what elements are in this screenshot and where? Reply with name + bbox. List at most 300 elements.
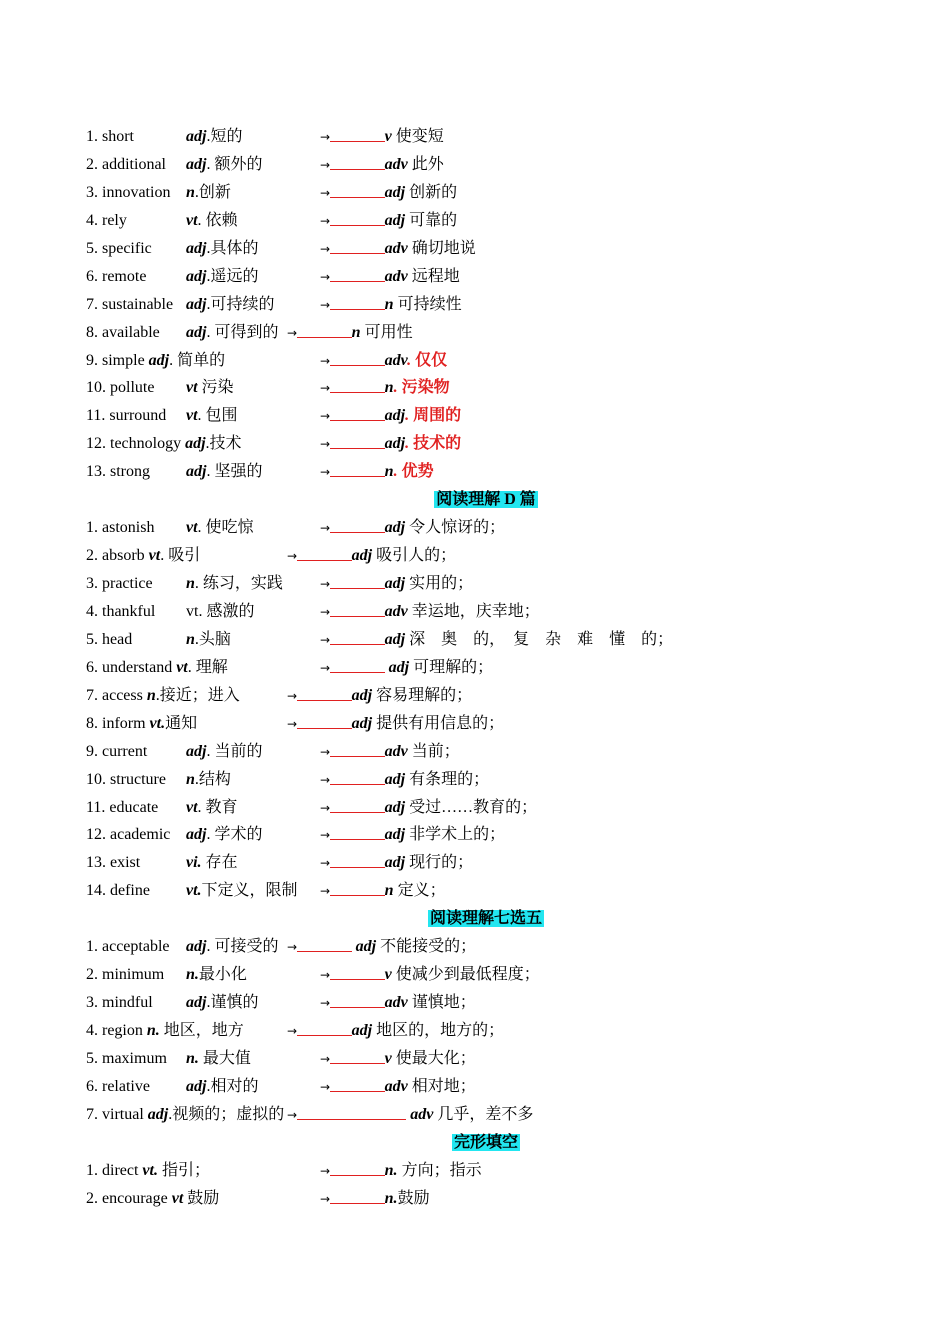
vocab-row	[86, 738, 886, 766]
vocab-row	[86, 319, 886, 347]
vocab-row	[86, 291, 886, 319]
derived-pos-dot: .	[393, 379, 398, 397]
vocab-row	[86, 1045, 886, 1073]
answer-group	[320, 1185, 430, 1214]
arrow-icon: →	[320, 465, 331, 480]
vocab-definition	[186, 291, 274, 319]
answer-group	[320, 961, 540, 990]
definition-text: 下定义，限制	[201, 882, 298, 900]
definition-text: .技术	[205, 435, 242, 453]
derived-part-of-speech: adv	[384, 239, 408, 257]
answer-group	[320, 207, 457, 236]
section-heading-label: 完形填空	[453, 1133, 518, 1151]
definition-text: . 学术的	[206, 826, 263, 844]
derived-part-of-speech: adv	[384, 742, 408, 760]
definition-text: . 吸引	[160, 547, 201, 565]
part-of-speech: vi.	[186, 854, 202, 872]
answer-blank[interactable]	[330, 849, 385, 868]
vocab-word: 7. sustainable	[86, 295, 174, 313]
vocab-word: 3. innovation	[86, 183, 171, 201]
vocab-word: 6. relative	[86, 1077, 150, 1095]
definition-text: .创新	[194, 183, 231, 201]
answer-blank[interactable]	[330, 989, 385, 1008]
vocab-word: 3. practice	[86, 575, 153, 592]
part-of-speech: n.	[186, 966, 199, 984]
arrow-icon: →	[320, 1051, 331, 1066]
definition-text: .具体的	[206, 239, 259, 257]
definition-text: 最大值	[198, 1049, 251, 1067]
vocab-word: 13. exist	[86, 854, 141, 872]
answer-blank[interactable]	[297, 682, 352, 701]
definition-text: 最小化	[198, 966, 247, 984]
vocab-definition	[186, 766, 231, 794]
derived-part-of-speech: adj	[384, 211, 406, 229]
vocab-word: 1. direct	[86, 1161, 139, 1179]
derived-meaning: 定义；	[393, 882, 446, 900]
part-of-speech: vt	[186, 211, 198, 229]
answer-blank[interactable]	[330, 961, 385, 980]
vocab-definition	[149, 542, 201, 570]
answer-group	[320, 598, 540, 627]
derived-part-of-speech: v	[384, 1049, 392, 1067]
definition-text: . 坚强的	[206, 463, 263, 481]
derived-meaning: 使最大化；	[391, 1049, 476, 1067]
derived-meaning: 周围的	[409, 407, 462, 425]
answer-blank[interactable]	[330, 598, 385, 617]
answer-group	[320, 1157, 482, 1186]
vocab-word: 1. acceptable	[86, 938, 170, 956]
definition-text: . 额外的	[206, 155, 263, 173]
vocab-definition	[186, 598, 254, 626]
answer-blank[interactable]	[330, 1185, 385, 1204]
arrow-icon: →	[320, 381, 331, 396]
definition-text: . 教育	[197, 798, 238, 816]
derived-part-of-speech: adv	[384, 602, 408, 620]
part-of-speech: vt	[148, 547, 161, 565]
definition-text: 通知	[165, 714, 198, 732]
answer-blank[interactable]	[330, 179, 385, 198]
part-of-speech: adj	[186, 826, 207, 844]
vocab-row	[86, 877, 886, 905]
part-of-speech: n.	[186, 1049, 199, 1067]
definition-text: .谨慎的	[206, 994, 259, 1012]
vocab-definition	[186, 933, 278, 961]
answer-group	[320, 458, 434, 487]
answer-group	[320, 654, 493, 683]
part-of-speech: vt.	[142, 1161, 158, 1179]
definition-text: .可持续的	[206, 295, 275, 313]
vocab-row	[86, 961, 886, 989]
answer-blank[interactable]	[330, 877, 385, 896]
derived-part-of-speech: adv	[384, 351, 408, 369]
derived-meaning: 此外	[407, 155, 444, 173]
answer-group	[287, 710, 504, 739]
vocab-row	[86, 123, 886, 151]
arrow-icon: →	[320, 297, 331, 312]
derived-meaning: 可理解的；	[409, 658, 494, 676]
part-of-speech: adj	[186, 295, 207, 313]
answer-group	[320, 123, 444, 152]
answer-blank[interactable]	[330, 1045, 385, 1064]
derived-meaning: 实用的；	[405, 575, 474, 592]
arrow-icon: →	[320, 521, 331, 536]
section-heading-label: 阅读理解七选五	[429, 910, 542, 928]
derived-meaning: 当前；	[407, 742, 460, 760]
derived-part-of-speech: n	[384, 882, 394, 900]
part-of-speech: n	[186, 575, 195, 592]
arrow-icon: →	[320, 241, 331, 256]
derived-meaning: 不能接受的；	[376, 938, 477, 956]
definition-text: . 理解	[187, 658, 228, 676]
arrow-icon: →	[320, 772, 331, 787]
derived-part-of-speech: v	[384, 966, 392, 984]
arrow-icon: →	[320, 409, 331, 424]
vocab-word: 2. minimum	[86, 966, 165, 984]
arrow-icon: →	[320, 660, 331, 675]
answer-group	[320, 766, 489, 795]
answer-blank[interactable]	[297, 710, 352, 729]
derived-meaning: 提供有用信息的；	[372, 714, 505, 732]
vocab-word: 10. structure	[86, 770, 166, 788]
arrow-icon: →	[320, 856, 331, 871]
part-of-speech: vt	[186, 519, 198, 537]
derived-meaning: 深 奥 的， 复 杂 难 懂 的；	[405, 630, 674, 648]
arrow-icon: →	[287, 688, 298, 703]
vocab-definition	[186, 151, 262, 179]
answer-group	[320, 402, 461, 431]
arrow-icon: →	[287, 940, 298, 955]
vocab-definition	[186, 570, 283, 598]
vocab-definition	[186, 263, 258, 291]
section-heading-label: 阅读理解 D 篇	[436, 491, 536, 509]
arrow-icon: →	[320, 996, 331, 1011]
arrow-icon: →	[287, 325, 298, 340]
derived-meaning: 容易理解的；	[372, 686, 473, 704]
derived-meaning: 可靠的	[405, 211, 458, 229]
vocab-row	[86, 263, 886, 291]
vocab-definition	[186, 821, 262, 849]
answer-blank[interactable]	[330, 207, 385, 226]
answer-blank[interactable]	[330, 626, 385, 645]
vocab-word: 6. remote	[86, 267, 147, 285]
part-of-speech: vt	[171, 1189, 184, 1207]
derived-meaning: 仅仅	[411, 351, 448, 369]
derived-part-of-speech: adj	[351, 1022, 373, 1039]
part-of-speech: adj	[186, 155, 207, 173]
vocab-definition	[142, 1157, 210, 1185]
vocab-definition	[186, 989, 258, 1017]
vocab-definition	[172, 1185, 220, 1213]
vocab-row	[86, 1073, 886, 1101]
answer-blank[interactable]	[330, 766, 385, 785]
answer-blank[interactable]	[330, 654, 385, 673]
vocab-word: 1. short	[86, 128, 134, 145]
derived-meaning: 创新的	[405, 183, 458, 201]
definition-text: .结构	[194, 770, 231, 788]
answer-group	[320, 235, 476, 264]
derived-part-of-speech: adj	[384, 826, 406, 844]
vocab-definition	[186, 374, 234, 402]
derived-part-of-speech: adj	[351, 547, 373, 565]
arrow-icon: →	[320, 884, 331, 899]
vocab-definition	[149, 347, 225, 375]
vocab-word: 12. technology	[86, 435, 182, 453]
vocab-row	[86, 794, 886, 822]
answer-blank[interactable]	[297, 319, 352, 338]
derived-part-of-speech: adj	[384, 519, 406, 537]
definition-text: 污染	[197, 379, 234, 397]
vocab-definition	[150, 710, 198, 738]
answer-blank[interactable]	[330, 430, 385, 449]
derived-meaning: 可用性	[360, 323, 413, 341]
answer-blank[interactable]	[297, 1017, 352, 1036]
derived-part-of-speech: adj	[384, 798, 406, 816]
derived-part-of-speech: n.	[384, 1161, 398, 1179]
answer-group	[320, 374, 450, 403]
vocab-definition	[186, 961, 247, 989]
vocab-word: 7. access	[86, 686, 143, 704]
vocab-word: 10. pollute	[86, 379, 155, 397]
derived-meaning: 优势	[397, 463, 434, 481]
answer-blank[interactable]	[330, 458, 385, 477]
answer-group	[287, 1101, 533, 1130]
arrow-icon: →	[320, 968, 331, 983]
derived-meaning: 令人惊讶的；	[405, 519, 506, 537]
answer-blank[interactable]	[330, 570, 385, 589]
answer-group	[320, 738, 460, 767]
derived-part-of-speech: adj	[384, 770, 406, 788]
vocab-word: 1. astonish	[86, 519, 155, 537]
part-of-speech: n	[146, 686, 156, 704]
part-of-speech: vt	[186, 798, 198, 816]
derived-part-of-speech: n	[384, 463, 394, 481]
vocab-definition	[186, 207, 238, 235]
vocab-word: 9. current	[86, 742, 148, 760]
vocab-definition	[186, 626, 231, 654]
vocab-definition	[186, 319, 278, 347]
arrow-icon: →	[320, 353, 331, 368]
vocab-row	[86, 1017, 886, 1045]
vocab-word: 8. inform	[86, 714, 146, 732]
definition-text: vt. 感激的	[186, 602, 255, 620]
definition-text: .短的	[206, 128, 243, 145]
vocab-definition	[186, 1073, 258, 1101]
vocab-word: 7. virtual	[86, 1105, 144, 1123]
derived-part-of-speech: adv	[384, 155, 408, 173]
answer-blank[interactable]	[330, 263, 385, 282]
vocab-row	[86, 1101, 886, 1129]
definition-text: .接近；进入	[155, 686, 240, 704]
vocab-row	[86, 542, 886, 570]
part-of-speech: adj	[148, 351, 170, 369]
answer-blank[interactable]	[330, 1073, 385, 1092]
answer-group	[287, 1017, 504, 1046]
vocab-row	[86, 207, 886, 235]
part-of-speech: vt	[186, 379, 198, 397]
vocab-definition	[185, 430, 241, 458]
part-of-speech: vt.	[149, 714, 166, 732]
vocab-definition	[186, 849, 238, 877]
answer-group	[320, 821, 505, 850]
vocab-row	[86, 682, 886, 710]
definition-text: . 依赖	[197, 211, 238, 229]
part-of-speech: adj	[186, 938, 207, 956]
vocab-row	[86, 458, 886, 486]
answer-blank[interactable]	[297, 933, 352, 952]
derived-meaning: 现行的；	[405, 854, 474, 872]
vocab-word: 4. region	[86, 1022, 143, 1039]
derived-part-of-speech: n	[384, 379, 394, 397]
vocab-row	[86, 1185, 886, 1213]
arrow-icon: →	[320, 604, 331, 619]
answer-group	[320, 877, 446, 906]
vocab-word: 2. additional	[86, 155, 166, 173]
part-of-speech: adj	[186, 742, 207, 760]
vocab-row	[86, 654, 886, 682]
answer-group	[320, 430, 461, 459]
vocab-definition	[186, 738, 262, 766]
vocabulary-document	[86, 123, 886, 1213]
derived-part-of-speech: adj	[384, 435, 406, 453]
vocab-word: 2. encourage	[86, 1189, 168, 1207]
answer-group	[320, 570, 473, 599]
part-of-speech: adj	[186, 239, 207, 257]
definition-text: .遥远的	[206, 267, 259, 285]
definition-text: . 当前的	[206, 742, 263, 760]
answer-blank[interactable]	[297, 1101, 406, 1120]
answer-group	[287, 319, 413, 348]
derived-meaning: 谨慎地；	[407, 994, 476, 1012]
derived-part-of-speech: n	[384, 295, 394, 313]
derived-pos-dot: .	[407, 351, 412, 369]
definition-text: . 使吃惊	[197, 519, 254, 537]
answer-blank[interactable]	[330, 402, 385, 421]
derived-meaning: 非学术上的；	[405, 826, 506, 844]
derived-meaning: 受过……教育的；	[405, 798, 538, 816]
answer-group	[287, 542, 456, 571]
answer-blank[interactable]	[330, 738, 385, 757]
derived-pos-dot: .	[405, 435, 410, 453]
derived-part-of-speech: adj	[351, 938, 377, 956]
arrow-icon: →	[320, 185, 331, 200]
vocab-definition	[186, 877, 298, 905]
vocab-word: 3. mindful	[86, 994, 153, 1012]
part-of-speech: n	[186, 630, 195, 648]
answer-blank[interactable]	[330, 514, 385, 533]
answer-blank[interactable]	[330, 347, 385, 366]
vocab-row	[86, 933, 886, 961]
vocab-definition	[147, 682, 240, 710]
part-of-speech: adj	[147, 1105, 169, 1123]
vocab-definition	[186, 179, 231, 207]
derived-meaning: 确切地说	[407, 239, 476, 257]
part-of-speech: adj	[186, 994, 207, 1012]
answer-group	[320, 626, 673, 655]
vocab-row	[86, 570, 886, 598]
vocab-definition	[148, 1101, 284, 1129]
definition-text: .视频的；虚拟的	[168, 1105, 285, 1123]
answer-blank[interactable]	[330, 821, 385, 840]
derived-meaning: 吸引人的；	[372, 547, 457, 565]
answer-blank[interactable]	[330, 151, 385, 170]
vocab-definition	[186, 458, 262, 486]
derived-meaning: 幸运地，庆幸地；	[407, 602, 540, 620]
derived-meaning: 远程地	[407, 267, 460, 285]
vocab-row	[86, 626, 886, 654]
vocab-word: 8. available	[86, 323, 160, 341]
derived-meaning: 几乎，差不多	[433, 1105, 534, 1123]
vocab-definition	[186, 794, 238, 822]
part-of-speech: adj	[186, 1077, 207, 1095]
vocab-definition	[186, 1045, 251, 1073]
arrow-icon: →	[320, 632, 331, 647]
vocab-definition	[186, 123, 242, 151]
arrow-icon: →	[320, 157, 331, 172]
derived-part-of-speech: adj	[384, 407, 406, 425]
definition-text: . 可接受的	[206, 938, 279, 956]
arrow-icon: →	[320, 577, 331, 591]
answer-blank[interactable]	[330, 123, 385, 142]
definition-text: . 练习，实践	[194, 575, 283, 592]
answer-blank[interactable]	[330, 291, 385, 310]
answer-blank[interactable]	[330, 235, 385, 254]
part-of-speech: n	[186, 183, 195, 201]
arrow-icon: →	[320, 800, 331, 815]
vocab-definition	[186, 235, 258, 263]
part-of-speech: adj	[186, 128, 207, 145]
answer-blank[interactable]	[330, 1157, 385, 1176]
derived-part-of-speech: adj	[384, 658, 410, 676]
answer-group	[320, 514, 505, 543]
answer-blank[interactable]	[330, 374, 385, 393]
answer-group	[320, 347, 447, 376]
vocab-word: 4. thankful	[86, 602, 156, 620]
derived-pos-dot: .	[393, 463, 398, 481]
answer-group	[320, 1045, 476, 1074]
vocab-word: 4. rely	[86, 211, 127, 229]
part-of-speech: adj	[186, 267, 207, 285]
derived-meaning: 使变短	[391, 128, 444, 145]
vocab-row	[86, 374, 886, 402]
vocab-definition	[176, 654, 228, 682]
answer-group	[320, 179, 457, 208]
derived-part-of-speech: adv	[384, 267, 408, 285]
vocab-word: 5. specific	[86, 239, 152, 257]
definition-text: 鼓励	[183, 1189, 220, 1207]
part-of-speech: vt.	[186, 882, 202, 900]
arrow-icon: →	[320, 828, 331, 843]
answer-blank[interactable]	[330, 794, 385, 813]
definition-text: 存在	[201, 854, 238, 872]
arrow-icon: →	[320, 1163, 331, 1178]
arrow-icon: →	[320, 744, 331, 759]
derived-part-of-speech: adj	[384, 630, 406, 648]
part-of-speech: n	[186, 770, 195, 788]
answer-group	[320, 263, 460, 292]
vocab-row	[86, 821, 886, 849]
derived-part-of-speech: n.	[384, 1189, 398, 1207]
answer-blank[interactable]	[297, 542, 352, 561]
answer-group	[320, 794, 537, 823]
vocab-word: 14. define	[86, 882, 150, 900]
part-of-speech: adj	[185, 435, 206, 453]
derived-meaning: 有条理的；	[405, 770, 490, 788]
derived-meaning: 技术的	[409, 435, 462, 453]
part-of-speech: vt	[176, 658, 188, 676]
vocab-word: 5. maximum	[86, 1049, 167, 1067]
part-of-speech: vt	[186, 407, 198, 425]
derived-part-of-speech: adj	[351, 686, 373, 704]
